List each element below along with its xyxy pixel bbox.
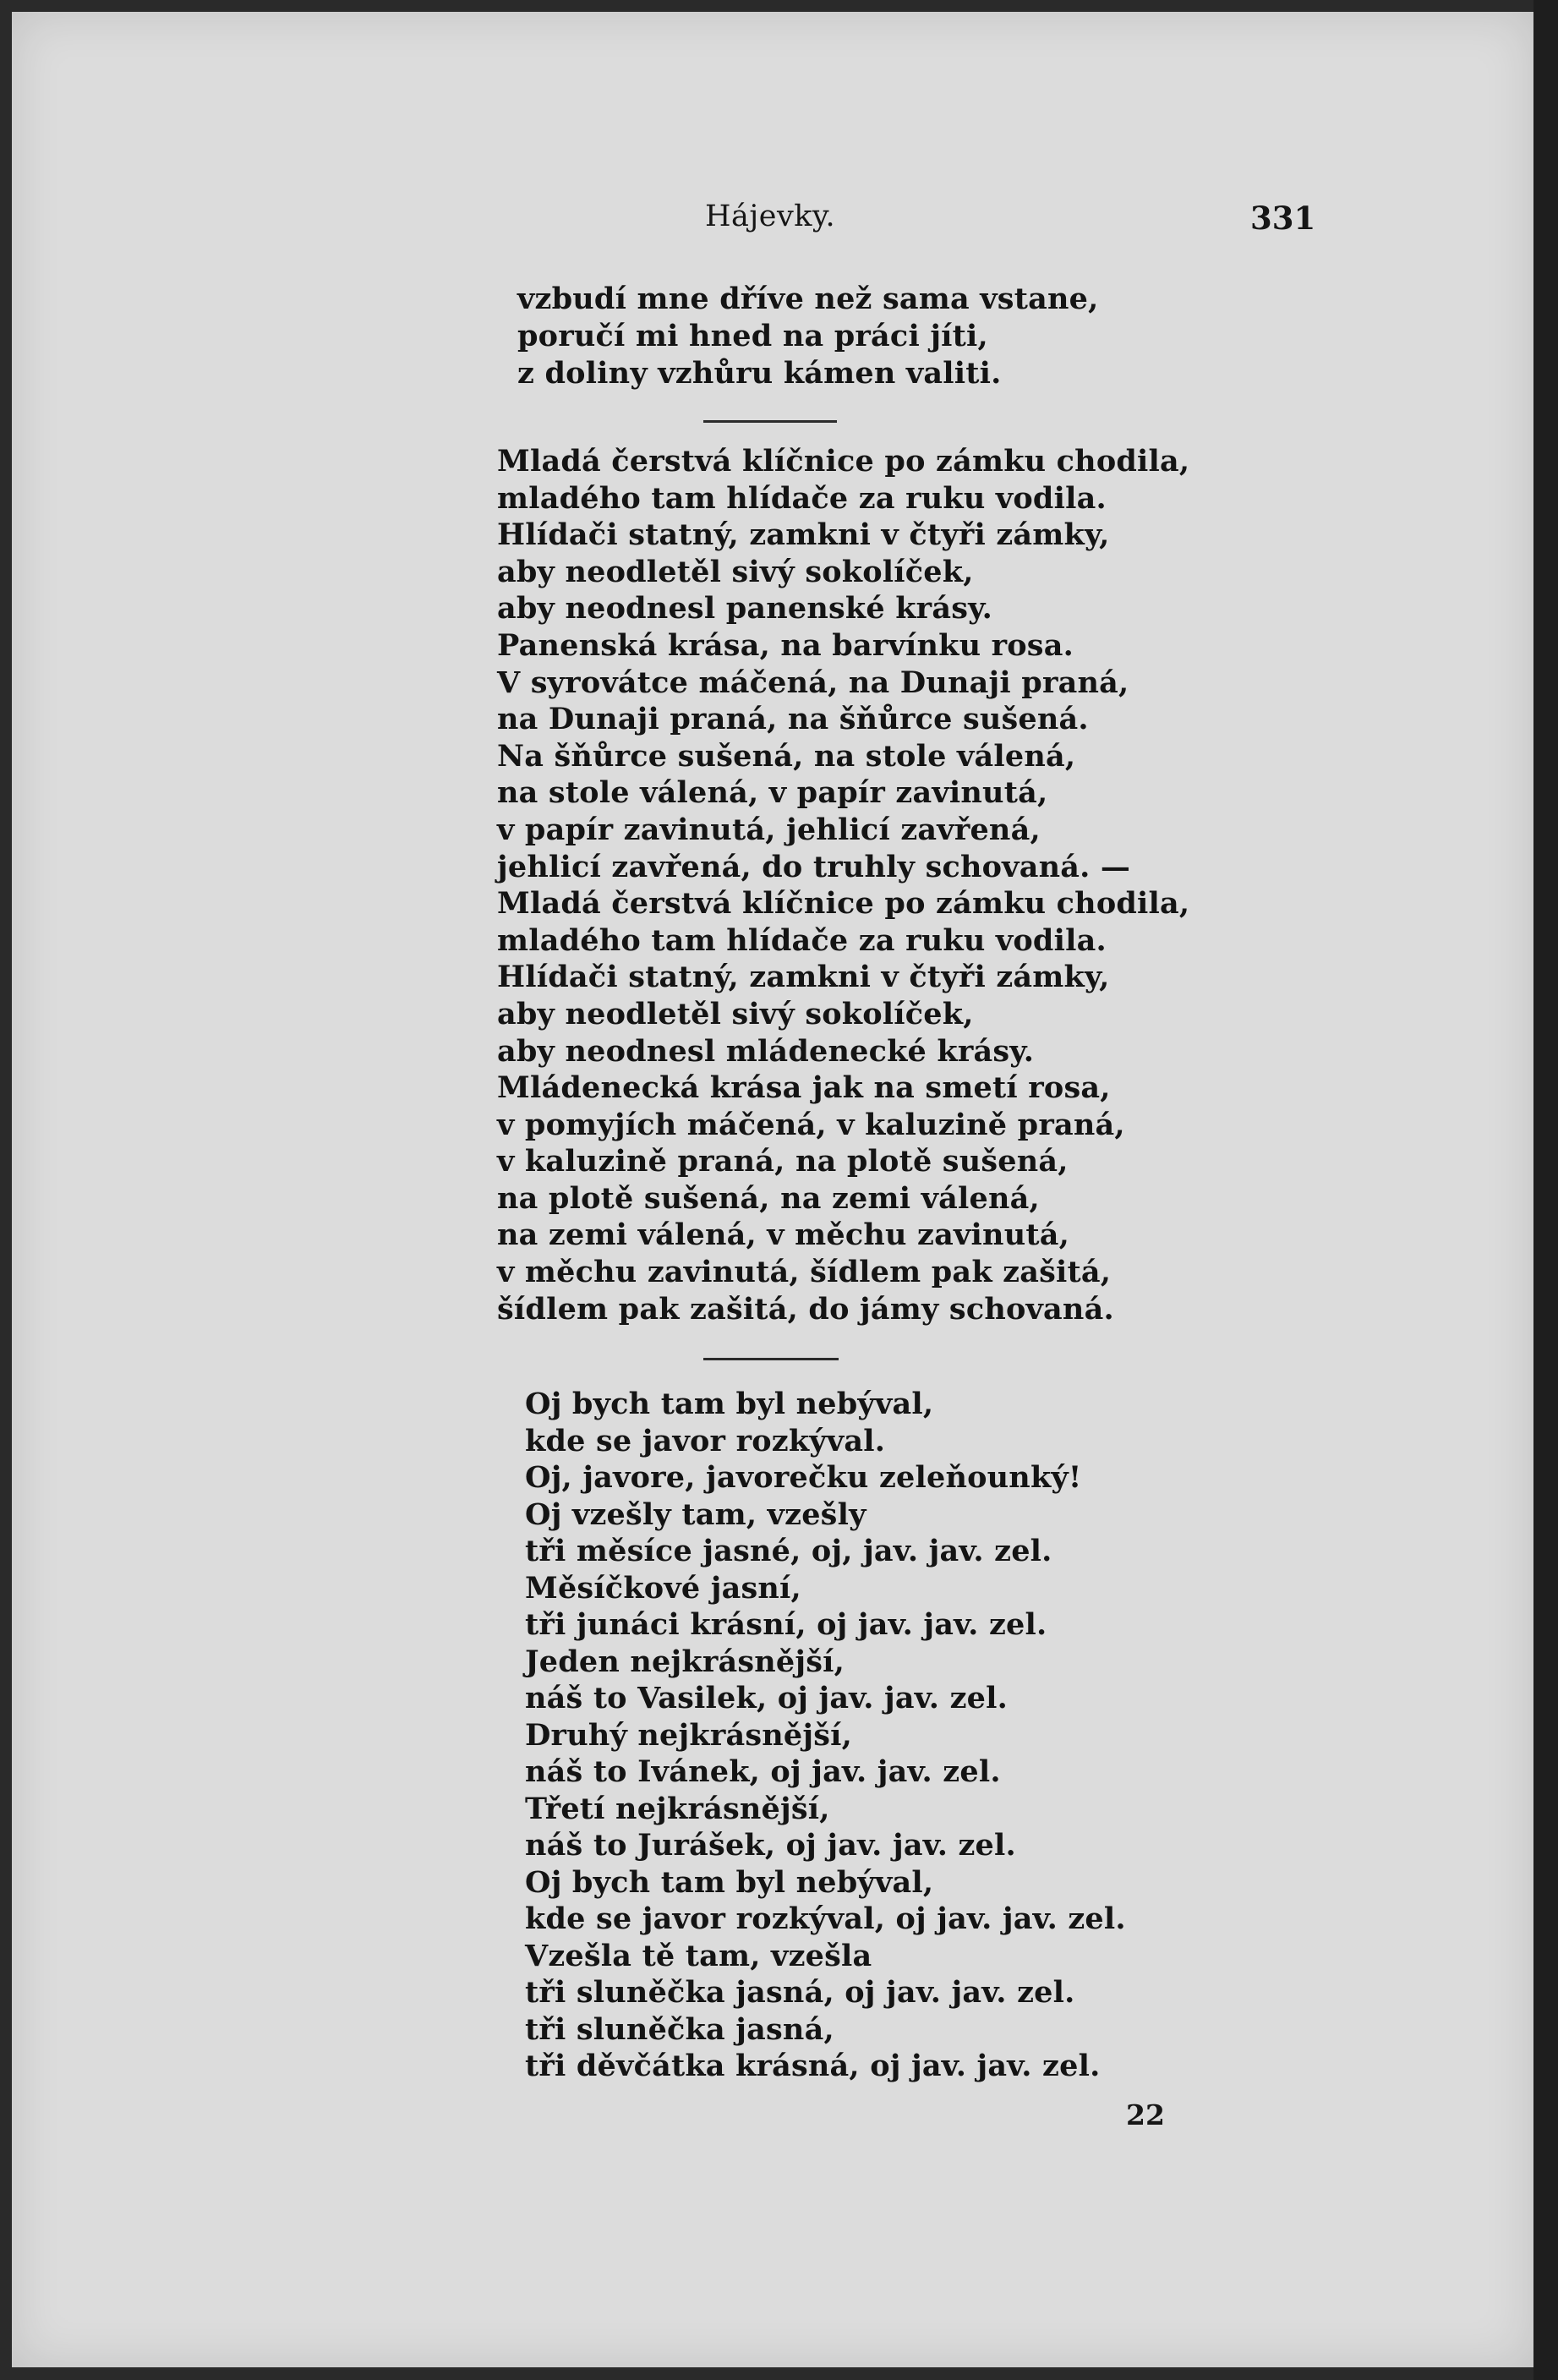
verse-line: Panenská krása, na barvínku rosa. — [497, 627, 1074, 663]
verse-line: tři junáci krásní, oj jav. jav. zel. — [525, 1607, 1047, 1642]
section-divider — [703, 420, 837, 423]
verse-line: aby neodnesl panenské krásy. — [497, 591, 993, 626]
verse-line: tři sluněčka jasná, oj jav. jav. zel. — [525, 1975, 1075, 2010]
verse-line: v papír zavinutá, jehlicí zavřená, — [497, 812, 1041, 847]
stanza-2 — [497, 443, 1189, 1327]
section-divider — [703, 1358, 839, 1360]
page-number: 331 — [1250, 200, 1316, 237]
verse-line: tři děvčátka krásná, oj jav. jav. zel. — [525, 2049, 1101, 2083]
verse-line: mladého tam hlídače za ruku vodila. — [497, 922, 1107, 958]
signature-mark: 22 — [1126, 2098, 1165, 2131]
verse-line: Mladá čerstvá klíčnice po zámku chodila, — [497, 886, 1190, 922]
verse-line: Vzešla tě tam, vzešla — [525, 1938, 872, 1973]
verse-line: na zemi válená, v měchu zavinutá, — [497, 1217, 1069, 1253]
verse-line: z doliny vzhůru kámen valiti. — [517, 356, 1002, 391]
verse-line: aby neodletěl sivý sokolíček, — [497, 996, 974, 1031]
verse-line: Mladá čerstvá klíčnice po zámku chodila, — [497, 444, 1190, 479]
verse-line: na plotě sušená, na zemi válená, — [497, 1180, 1040, 1216]
verse-line: v měchu zavinutá, šídlem pak zašitá, — [497, 1255, 1112, 1290]
verse-line: Druhý nejkrásnější, — [525, 1717, 853, 1753]
running-head: Hájevky. — [705, 200, 836, 233]
page-header — [12, 200, 1533, 242]
verse-line: Oj vzešly tam, vzešly — [525, 1496, 866, 1532]
verse-line: Oj bych tam byl nebýval, — [525, 1387, 934, 1421]
verse-line: Oj bych tam byl nebýval, — [525, 1864, 934, 1900]
verse-line: Mládenecká krása jak na smetí rosa, — [497, 1070, 1111, 1106]
verse-line: v pomyjích máčená, v kaluzině praná, — [497, 1107, 1125, 1142]
verse-line: Na šňůrce sušená, na stole válená, — [497, 738, 1076, 774]
verse-line: tři sluněčka jasná, — [525, 2011, 834, 2047]
verse-line: kde se javor rozkýval. — [525, 1423, 886, 1458]
stanza-3 — [525, 1386, 1126, 2085]
verse-line: kde se javor rozkýval, oj jav. jav. zel. — [525, 1901, 1126, 1936]
verse-line: Třetí nejkrásnější, — [525, 1791, 830, 1826]
verse-line: Oj, javore, javorečku zeleňounký! — [525, 1460, 1082, 1495]
stanza-1 — [517, 281, 1098, 392]
verse-line: na stole válená, v papír zavinutá, — [497, 775, 1048, 811]
verse-line: na Dunaji praná, na šňůrce sušená. — [497, 702, 1089, 737]
verse-line: V syrovátce máčená, na Dunaji praná, — [497, 665, 1129, 700]
verse-line: tři měsíce jasné, oj, jav. jav. zel. — [525, 1534, 1052, 1568]
verse-line: náš to Ivánek, oj jav. jav. zel. — [525, 1754, 1001, 1789]
verse-line: náš to Jurášek, oj jav. jav. zel. — [525, 1828, 1016, 1863]
verse-line: jehlicí zavřená, do truhly schovaná. — — [497, 849, 1131, 884]
verse-line: mladého tam hlídače za ruku vodila. — [497, 480, 1107, 516]
verse-line: Hlídači statný, zamkni v čtyři zámky, — [497, 960, 1110, 995]
verse-line: v kaluzině praná, na plotě sušená, — [497, 1144, 1069, 1179]
verse-line: vzbudí mne dříve než sama vstane, — [517, 282, 1099, 316]
scan-edge — [1533, 0, 1558, 2380]
verse-line: poručí mi hned na práci jíti, — [517, 319, 988, 353]
verse-line: šídlem pak zašitá, do jámy schovaná. — [497, 1291, 1114, 1327]
verse-line: Hlídači statný, zamkni v čtyři zámky, — [497, 517, 1110, 553]
verse-line: Jeden nejkrásnější, — [525, 1644, 845, 1679]
book-page — [12, 12, 1533, 2367]
verse-line: náš to Vasilek, oj jav. jav. zel. — [525, 1681, 1008, 1715]
verse-line: aby neodnesl mládenecké krásy. — [497, 1033, 1035, 1069]
verse-line: aby neodletěl sivý sokolíček, — [497, 554, 974, 589]
verse-line: Měsíčkové jasní, — [525, 1570, 801, 1606]
